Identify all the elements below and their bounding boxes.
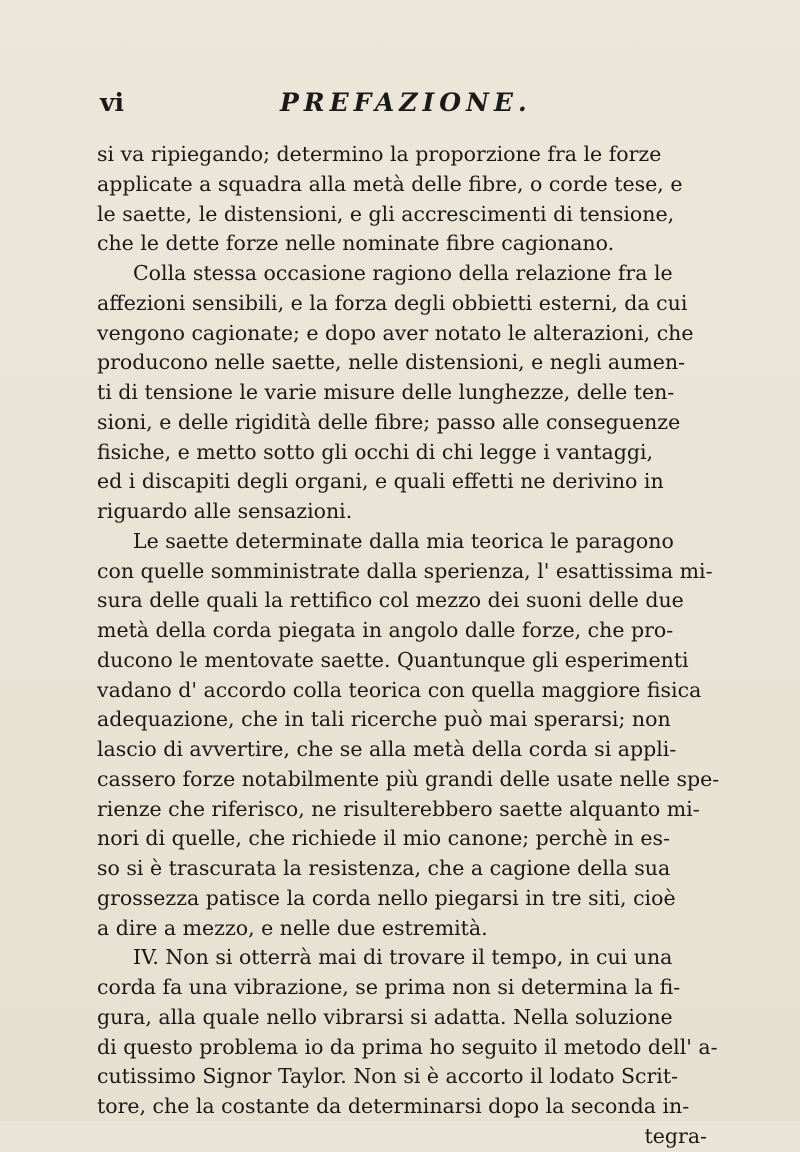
text-line: con quelle somministrate dalla sperienza, l' esattissima mi- — [97, 558, 713, 583]
text-line: grossezza patisce la corda nello piegarsi in tre siti, cioè — [97, 885, 676, 910]
text-line: so si è trascurata la resistenza, che a cagione della sua — [97, 856, 671, 880]
text-line: riguardo alle sensazioni. — [97, 499, 353, 523]
catchword: tegra- — [644, 1123, 707, 1148]
text-line: producono nelle saette, nelle distensioni, e negli aumen- — [97, 350, 686, 375]
text-line: metà della corda piegata in angolo dalle forze, che pro- — [97, 618, 674, 642]
text-line: rienze che riferisco, ne risulterebbero saette alquanto mi- — [97, 796, 700, 821]
text-line: cutissimo Signor Taylor. Non si è accorto il lodato Scrit- — [97, 1064, 678, 1089]
text-line: di questo problema io da prima ho seguito il metodo dell' a- — [97, 1034, 718, 1059]
text-line: adequazione, che in tali ricerche può mai sperarsi; non — [97, 707, 671, 732]
text-line: gura, alla quale nello vibrarsi si adatta. Nella soluzione — [97, 1004, 673, 1029]
text-line: tore, che la costante da determinarsi dopo la seconda in- — [97, 1094, 690, 1118]
text-line: fisiche, e metto sotto gli occhi di chi legge i vantaggi, — [97, 439, 654, 464]
text-line: IV. Non si otterrà mai di trovare il tempo, in cui una — [133, 945, 673, 970]
text-line: vengono cagionate; e dopo aver notato le alterazioni, che — [97, 320, 694, 345]
text-line: che le dette forze nelle nominate fibre cagionano. — [97, 231, 615, 256]
text-line: nori di quelle, che richiede il mio canone; perchè in es- — [97, 826, 670, 851]
text-line: lascio di avvertire, che se alla metà della corda si appli- — [97, 737, 677, 761]
text-line: affezioni sensibili, e la forza degli obbietti esterni, da cui — [97, 290, 688, 315]
text-line: Colla stessa occasione ragiono della relazione fra le — [133, 261, 673, 285]
text-line: cassero forze notabilmente più grandi delle usate nelle spe- — [97, 766, 720, 791]
page-header — [100, 88, 720, 124]
text-line: corda fa una vibrazione, se prima non si determina la fi- — [97, 975, 681, 999]
text-line: ducono le mentovate saette. Quantunque gli esperimenti — [97, 647, 689, 672]
text-line: vadano d' accordo colla teorica con quella maggiore fisica — [97, 677, 702, 702]
text-line: Le saette determinate dalla mia teorica le paragono — [133, 528, 674, 553]
page-number: vi — [100, 88, 125, 117]
text-line: sura delle quali la rettifico col mezzo dei suoni delle due — [97, 588, 684, 613]
text-line: si va ripiegando; determino la proporzione fra le forze — [97, 142, 662, 166]
text-line: a dire a mezzo, e nelle due estremità. — [97, 915, 488, 940]
text-line: sioni, e delle rigidità delle fibre; passo alle conseguenze — [97, 409, 681, 434]
running-title: PREFAZIONE. — [280, 88, 532, 117]
text-line: le saette, le distensioni, e gli accrescimenti di tensione, — [97, 201, 675, 226]
text-line: applicate a squadra alla metà delle fibre, o corde tese, e — [97, 171, 683, 196]
body-text — [97, 140, 737, 1152]
text-line: ti di tensione le varie misure delle lunghezze, delle ten- — [97, 380, 675, 404]
text-line: ed i discapiti degli organi, e quali effetti ne derivino in — [97, 469, 664, 494]
